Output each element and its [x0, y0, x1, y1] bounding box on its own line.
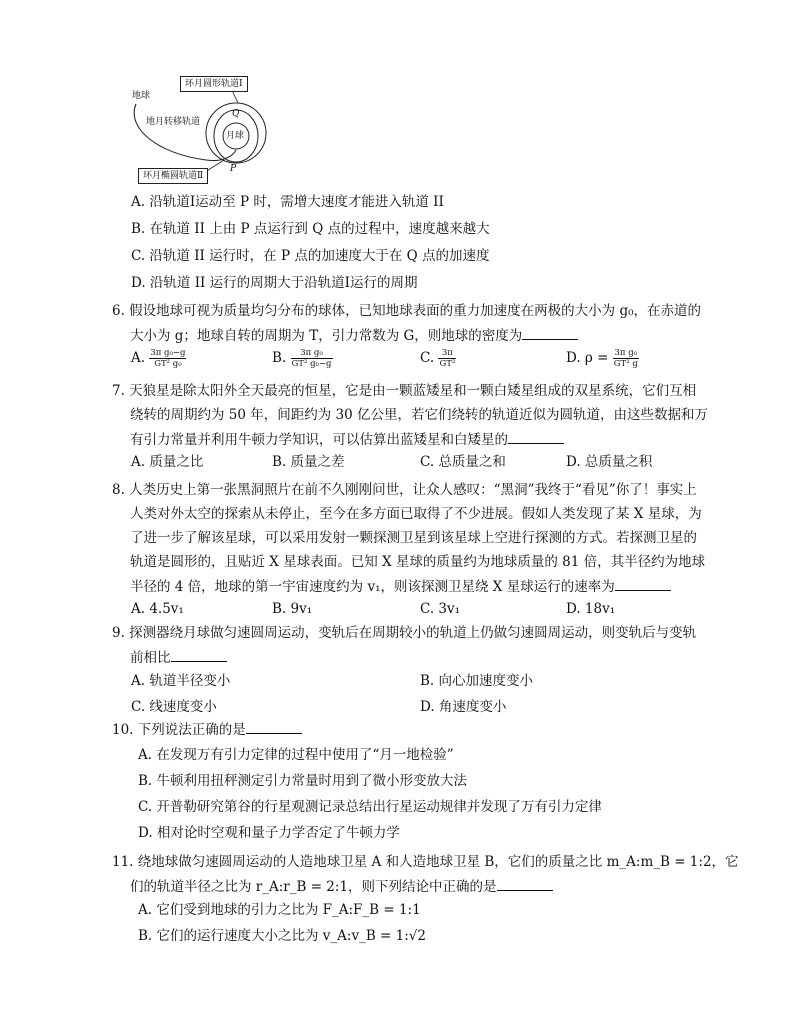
point-q-label: Q: [232, 109, 240, 119]
q9-option-d: D. 角速度变小: [420, 699, 507, 715]
q9-option-c: C. 线速度变小: [131, 699, 217, 715]
q6-option-c: [420, 348, 456, 369]
q6-frac-c-den: GT²: [439, 359, 456, 369]
q10-option-b: B. 牛顿利用扭秤测定引力常量时用到了微小形变放大法: [138, 773, 468, 789]
q10-option-c: C. 开普勒研究第谷的行星观测记录总结出行星运动规律并发现了万有引力定律: [138, 799, 602, 815]
q8-option-d: D. 18v₁: [566, 601, 616, 617]
q11-option-a: A. 它们受到地球的引力之比为 F_A:F_B = 1:1: [138, 902, 421, 918]
q8-line-3: 了进一步了解该星球，可以采用发射一颗探测卫星到该星球上空进行探测的方式。若探测卫星的: [130, 530, 697, 546]
q8-option-a: A. 4.5v₁: [131, 601, 184, 617]
orbit-diagram: [128, 76, 278, 188]
q6-option-b: [272, 348, 333, 369]
answer-blank: [508, 429, 564, 444]
q6-frac-b-num: 3π g₀: [291, 348, 333, 359]
q8-option-c: C. 3v₁: [420, 601, 461, 617]
q6-option-d-label: D. ρ =: [566, 350, 609, 366]
q10-option-d: D. 相对论时空观和量子力学否定了牛顿力学: [138, 825, 400, 841]
q6-option-a-label: A.: [131, 350, 146, 366]
q10-line-1-text: 10. 下列说法正确的是: [112, 722, 246, 738]
q9-option-a: A. 轨道半径变小: [131, 673, 231, 689]
q11-line-2-text: 们的轨道半径之比为 r_A:r_B = 2:1，则下列结论中正确的是: [130, 879, 497, 895]
q6-line-2-text: 大小为 g；地球自转的周期为 T，引力常数为 G，则地球的密度为: [130, 328, 523, 344]
q7-option-a: A. 质量之比: [131, 454, 204, 470]
q9-option-b: B. 向心加速度变小: [420, 673, 534, 689]
answer-blank: [522, 325, 578, 340]
q6-frac-c: [438, 348, 456, 369]
q11-option-b: B. 它们的运行速度大小之比为 v_A:v_B = 1:√2: [138, 928, 426, 944]
q8-line-5: [130, 576, 671, 597]
q6-frac-b-den: GT² g₀−g: [291, 359, 332, 369]
q9-line-2: [130, 647, 227, 668]
q8-option-b: B. 9v₁: [272, 601, 313, 617]
q8-line-5-text: 半径的 4 倍，地球的第一宇宙速度约为 v₁，则该探测卫星绕 X 星球运行的速率为: [130, 579, 615, 595]
q6-frac-a: [149, 348, 186, 369]
q5-option-c: C. 沿轨道 II 运行时，在 P 点的加速度大于在 Q 点的加速度: [131, 248, 490, 264]
q5-option-b: B. 在轨道 II 上由 P 点运行到 Q 点的过程中，速度越来越大: [131, 221, 490, 237]
q7-line-1: 7. 天狼星是除太阳外全天最亮的恒星，它是由一颗蓝矮星和一颗白矮星组成的双星系统，它们互相: [112, 383, 697, 399]
q6-option-d: [566, 348, 639, 369]
q11-line-2: [130, 876, 553, 897]
q7-line-3: [130, 429, 564, 450]
q7-option-c: C. 总质量之和: [420, 454, 506, 470]
transfer-label: 地月转移轨道: [146, 117, 201, 127]
q7-line-2: 绕转的周期约为 50 年，间距约为 30 亿公里，若它们绕转的轨道近似为圆轨道，由这些数据和万: [130, 407, 709, 423]
earth-label: 地球: [132, 91, 151, 101]
q6-frac-d-num: 3π g₀: [614, 348, 638, 358]
orbit1-box: 环月圆形轨道Ⅰ: [180, 76, 248, 92]
q6-frac-d: [613, 348, 639, 369]
q6-frac-a-num: 3π g₀−g: [150, 348, 186, 358]
q6-option-b-label: B.: [272, 350, 287, 366]
point-p-label: P: [230, 164, 237, 174]
q9-line-2-text: 前相比: [130, 650, 171, 666]
q6-line-2: [130, 325, 578, 346]
q6-frac-d-den: GT² g: [613, 359, 638, 369]
q9-line-1: 9. 探测器绕月球做匀速圆周运动，变轨后在周期较小的轨道上仍做匀速圆周运动，则变轨后与变轨: [112, 625, 697, 641]
orbit2-box: 环月椭圆轨道Ⅱ: [138, 168, 208, 184]
q6-frac-a-den: GT² g₀: [154, 359, 182, 369]
q7-option-d: D. 总质量之积: [566, 454, 653, 470]
q6-option-a: [131, 348, 186, 369]
q6-option-c-label: C.: [420, 350, 435, 366]
answer-blank: [615, 576, 671, 591]
q6-line-1: 6. 假设地球可视为质量均匀分布的球体，已知地球表面的重力加速度在两极的大小为 g₀，在赤道的: [112, 303, 702, 319]
q10-line-1: [112, 719, 302, 740]
q5-option-d: D. 沿轨道 II 运行的周期大于沿轨道Ⅰ运行的周期: [131, 275, 418, 291]
q7-option-b: B. 质量之差: [272, 454, 345, 470]
q10-option-a: A. 在发现万有引力定律的过程中使用了“月一地检验”: [138, 747, 454, 763]
answer-blank: [171, 647, 227, 662]
q11-line-1: 11. 绕地球做匀速圆周运动的人造地球卫星 A 和人造地球卫星 B，它们的质量之比 m_A:m_B = 1:2，它: [112, 854, 739, 870]
answer-blank: [246, 719, 302, 734]
q5-option-a: A. 沿轨道Ⅰ运动至 P 时，需增大速度才能进入轨道 II: [131, 194, 444, 210]
q6-frac-c-num: 3π: [438, 348, 456, 359]
moon-label: 月球: [226, 131, 245, 141]
transfer-orbit: [134, 104, 236, 161]
q6-frac-b: [291, 348, 333, 369]
q8-line-2: 人类对外太空的探索从未停止，至今在多方面已取得了不少进展。假如人类发现了某 X 星球，为: [130, 506, 702, 522]
q7-line-3-text: 有引力常量并利用牛顿力学知识，可以估算出蓝矮星和白矮星的: [130, 432, 508, 448]
q8-line-1: 8. 人类历史上第一张黑洞照片在前不久刚刚问世，让众人感叹：“黑洞”我终于“看见”你了！事实上: [112, 482, 697, 498]
q8-line-4: 轨道是圆形的，且贴近 X 星球表面。已知 X 星球的质量约为地球质量的 81 倍，其半径约为地球: [130, 554, 706, 570]
answer-blank: [497, 876, 553, 891]
